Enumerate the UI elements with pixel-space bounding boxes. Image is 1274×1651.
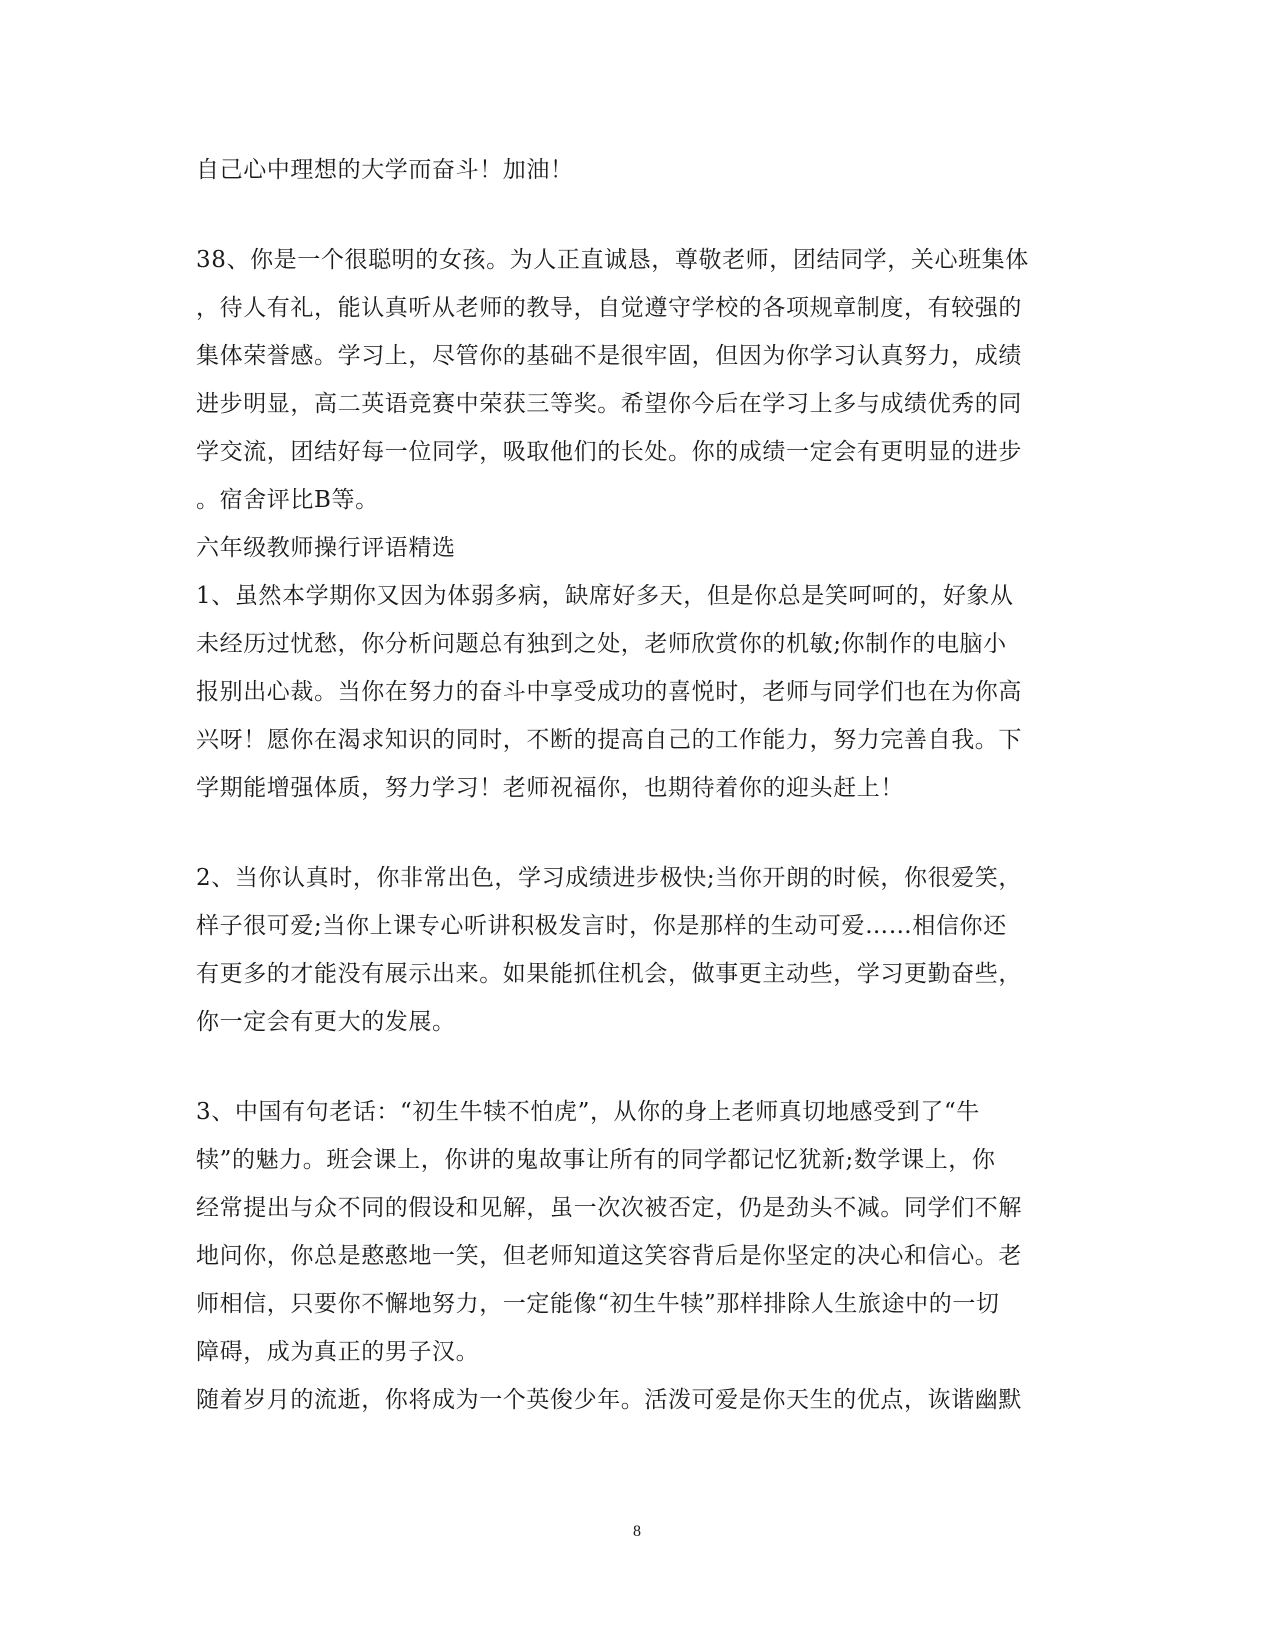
- text-line: 自己心中理想的大学而奋斗！加油！: [196, 157, 574, 183]
- text-line: 。宿舍评比B等。: [196, 487, 379, 513]
- text-line: 有更多的才能没有展示出来。如果能抓住机会，做事更主动些，学习更勤奋些，: [196, 961, 1022, 987]
- text-line: 师相信，只要你不懈地努力，一定能像“初生牛犊”那样排除人生旅途中的一切: [196, 1291, 1000, 1317]
- text-line: 样子很可爱;当你上课专心听讲积极发言时，你是那样的生动可爱……相信你还: [196, 913, 1007, 939]
- text-line: 进步明显，高二英语竞赛中荣获三等奖。希望你今后在学习上多与成绩优秀的同: [196, 391, 1022, 417]
- text-line: 兴呀！愿你在渴求知识的同时，不断的提高自己的工作能力，努力完善自我。下: [196, 727, 1022, 753]
- text-line: ，待人有礼，能认真听从老师的教导，自觉遵守学校的各项规章制度，有较强的: [196, 295, 1022, 321]
- text-line: 38、你是一个很聪明的女孩。为人正直诚恳，尊敬老师，团结同学，关心班集体: [196, 247, 1029, 273]
- text-line: 地问你，你总是憨憨地一笑，但老师知道这笑容背后是你坚定的决心和信心。老: [196, 1243, 1022, 1269]
- text-line: 随着岁月的流逝，你将成为一个英俊少年。活泼可爱是你天生的优点，诙谐幽默: [196, 1387, 1022, 1413]
- page-number: 8: [633, 1523, 641, 1540]
- text-line: 集体荣誉感。学习上，尽管你的基础不是很牢固，但因为你学习认真努力，成绩: [196, 343, 1022, 369]
- text-line: 报别出心裁。当你在努力的奋斗中享受成功的喜悦时，老师与同学们也在为你高: [196, 679, 1022, 705]
- text-line: 未经历过忧愁，你分析问题总有独到之处，老师欣赏你的机敏;你制作的电脑小: [196, 631, 1007, 657]
- text-line: 障碍，成为真正的男子汉。: [196, 1339, 480, 1365]
- text-line: 学交流，团结好每一位同学，吸取他们的长处。你的成绩一定会有更明显的进步: [196, 439, 1022, 465]
- text-line: 学期能增强体质，努力学习！老师祝福你，也期待着你的迎头赶上！: [196, 775, 904, 801]
- text-line: 犊”的魅力。班会课上，你讲的鬼故事让所有的同学都记忆犹新;数学课上，你: [196, 1147, 996, 1173]
- text-line: 你一定会有更大的发展。: [196, 1009, 456, 1035]
- section-heading: 六年级教师操行评语精选: [196, 535, 456, 561]
- text-line: 1、虽然本学期你又因为体弱多病，缺席好多天，但是你总是笑呵呵的，好象从: [196, 583, 1014, 609]
- text-line: 3、中国有句老话：“初生牛犊不怕虎”，从你的身上老师真切地感受到了“牛: [196, 1099, 980, 1125]
- text-line: 经常提出与众不同的假设和见解，虽一次次被否定，仍是劲头不减。同学们不解: [196, 1195, 1022, 1221]
- text-line: 2、当你认真时，你非常出色，学习成绩进步极快;当你开朗的时候，你很爱笑，: [196, 865, 1022, 891]
